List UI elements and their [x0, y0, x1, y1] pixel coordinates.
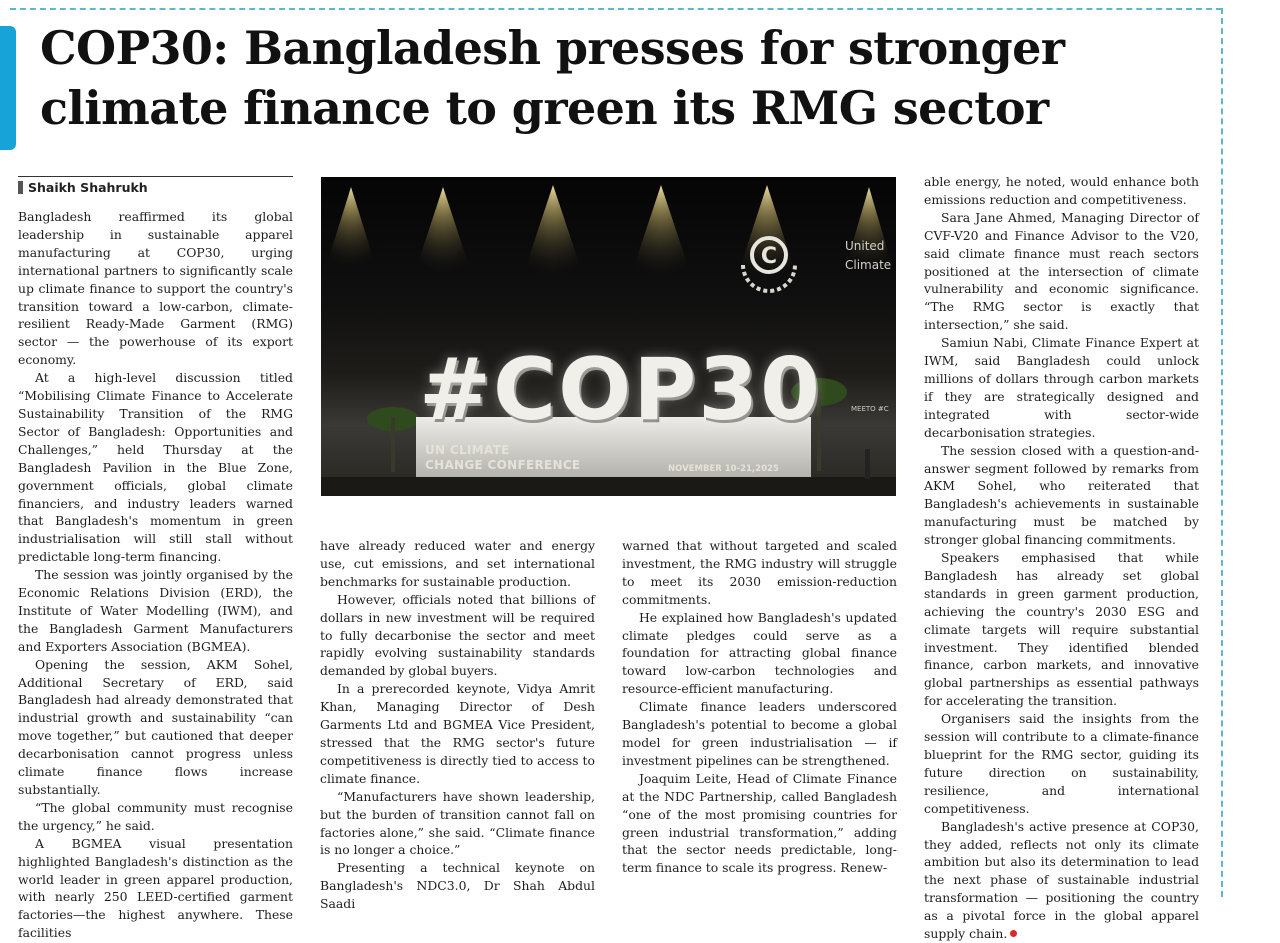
text-column-1	[18, 208, 293, 941]
banner-line-1: UN CLIMATE	[425, 443, 510, 457]
paragraph: Presenting a technical keynote on Bangladesh's NDC3.0, Dr Shah Abdul Saadi	[320, 860, 595, 912]
article-photo	[321, 177, 896, 496]
paragraph: In a prerecorded keynote, Vidya Amrit Khan, Managing Director of Desh Garments Ltd and BGMEA Vice President, stressed that the RMG sector's future competitiveness is directly tied to access to climate finance.	[320, 681, 595, 786]
paragraph: He explained how Bangladesh's updated climate pledges could serve as a foundation for attracting global finance toward low-carbon technologies and resource-efficient manufacturing.	[622, 609, 897, 697]
byline-rule	[18, 176, 293, 177]
cop30-sign: #COP30	[419, 340, 822, 440]
paragraph: The session was jointly organised by the Economic Relations Division (ERD), the Institute of Water Modelling (IWM), and the Bangladesh Garment Manufacturers and Exporters Association (BGMEA).	[18, 567, 293, 654]
paragraph: The session closed with a question-and-answer segment followed by remarks from AKM Sohel, who reiterated that Bangladesh's achievements in sustainable manufacturing must be matched by stronger global financing commitments.	[924, 442, 1199, 548]
byline-marker	[18, 181, 23, 194]
united-climate-sign	[845, 237, 891, 275]
floor	[321, 477, 896, 496]
headline-line-2: climate finance to green its RMG sector	[40, 81, 1049, 135]
light-cone-1	[326, 187, 376, 267]
light-cone-3	[523, 185, 583, 275]
paragraph: Organisers said the insights from the session will contribute to a climate-finance blueprint for the RMG sector, guiding its future direction on sustainability, resilience, and international competitiveness.	[924, 711, 1199, 816]
paragraph: Sara Jane Ahmed, Managing Director of CVF-V20 and Finance Advisor to the V20, said climate finance must reach sectors positioned at the intersection of climate vulnerability and economic significance. “The RMG sector is exactly that intersection,” she said.	[924, 209, 1199, 333]
byline-author: Shaikh Shahrukh	[28, 180, 148, 195]
united-line-1: United	[845, 239, 885, 253]
paragraph: “The global community must recognise the urgency,” he said.	[18, 799, 293, 833]
headline-accent-bar	[0, 26, 16, 150]
text-column-3	[622, 537, 897, 887]
clipping-border-top	[10, 8, 1222, 10]
paragraph: Bangladesh reaffirmed its global leadership in sustainable apparel manufacturing at COP30, urging international partners to significantly scale up climate finance to support the country's transition toward a low-carbon, climate-resilient Ready-Made Garment (RMG) sector — the powerhouse of its export economy.	[18, 209, 293, 368]
photo-scene	[321, 177, 896, 496]
light-cone-2	[415, 187, 471, 272]
byline	[18, 180, 148, 195]
clipping-border-right	[1221, 8, 1223, 897]
final-paragraph-text: Bangladesh's active presence at COP30, they added, reflects not only its climate ambition but also its determination to lead the next phase of sustainable industrial transformation — positioning the country as a pivotal force in the global apparel supply chain.	[924, 818, 1199, 942]
paragraph: Samiun Nabi, Climate Finance Expert at IWM, said Bangladesh could unlock millions of dollars through carbon markets if they are strategically designed and integrated with sector-wide decarbonisation strategies.	[924, 335, 1199, 440]
standing-person	[865, 449, 870, 479]
conference-dates: NOVEMBER 10-21,2025	[668, 464, 779, 474]
paragraph: Joaquim Leite, Head of Climate Finance at the NDC Partnership, called Bangladesh “one of the most promising countries for green industrial transformation,” adding that the sector needs predictable, long-term finance to scale its progress. Renew-	[622, 770, 897, 876]
paragraph: “Manufacturers have shown leadership, but the burden of transition cannot fall on factories alone,” she said. “Climate finance is no longer a choice.”	[320, 788, 595, 858]
end-of-article-mark	[1010, 930, 1017, 937]
conference-banner	[425, 443, 580, 473]
paragraph: However, officials noted that billions of dollars in new investment will be required to fully decarbonise the sector and meet rapidly evolving sustainability standards demanded by global buyers.	[320, 591, 595, 679]
paragraph: Climate finance leaders underscored Bangladesh's potential to become a global model for green industrialisation — if investment pipelines can be strengthened.	[622, 699, 897, 768]
paragraph: have already reduced water and energy use, cut emissions, and set international benchmarks for sustainable production.	[320, 538, 595, 589]
paragraph: Opening the session, AKM Sohel, Additional Secretary of ERD, said Bangladesh had already demonstrated that industrial growth and sustainability “can move together,” but cautioned that deeper decarbonisation cannot progress unless climate finance flows increase substantially.	[18, 656, 293, 797]
final-paragraph	[924, 818, 1199, 943]
paragraph: A BGMEA visual presentation highlighted Bangladesh's distinction as the world leader in green apparel production, with nearly 250 LEED-certified garment factories—the highest anywhere. These facilities	[18, 835, 293, 941]
paragraph: able energy, he noted, would enhance both emissions reduction and competitiveness.	[924, 174, 1199, 207]
headline-line-1: COP30: Bangladesh presses for stronger	[40, 21, 1065, 75]
article-headline	[40, 18, 1220, 138]
paragraph: Speakers emphasised that while Bangladesh has already set global standards in green garment production, achieving the country's 2030 ESG and climate targets will require substantial investment. They identified blended finance, carbon markets, and innovative global partnerships as essential pathways for accelerating the transition.	[924, 550, 1199, 709]
light-cone-4	[631, 185, 691, 275]
logo-letter: C	[760, 244, 778, 269]
united-line-2: Climate	[845, 258, 892, 272]
unfccc-logo	[729, 225, 809, 295]
text-column-2	[320, 537, 595, 912]
text-column-4	[924, 173, 1199, 942]
paragraph: warned that without targeted and scaled investment, the RMG industry will struggle to meet its 2030 emission-reduction commitments.	[622, 538, 897, 607]
paragraph: At a high-level discussion titled “Mobilising Climate Finance to Accelerate Sustainability Transition of the RMG Sector of Bangladesh: Opportunities and Challenges,” held Thursday at the Bangladesh Pavilion in the Blue Zone, government officials, global climate financiers, and industry leaders warned that Bangladesh's momentum in green industrialisation will still stall without predictable long-term financing.	[18, 370, 293, 565]
side-sign: MEETO #C	[851, 405, 889, 413]
banner-line-2: CHANGE CONFERENCE	[425, 458, 581, 472]
